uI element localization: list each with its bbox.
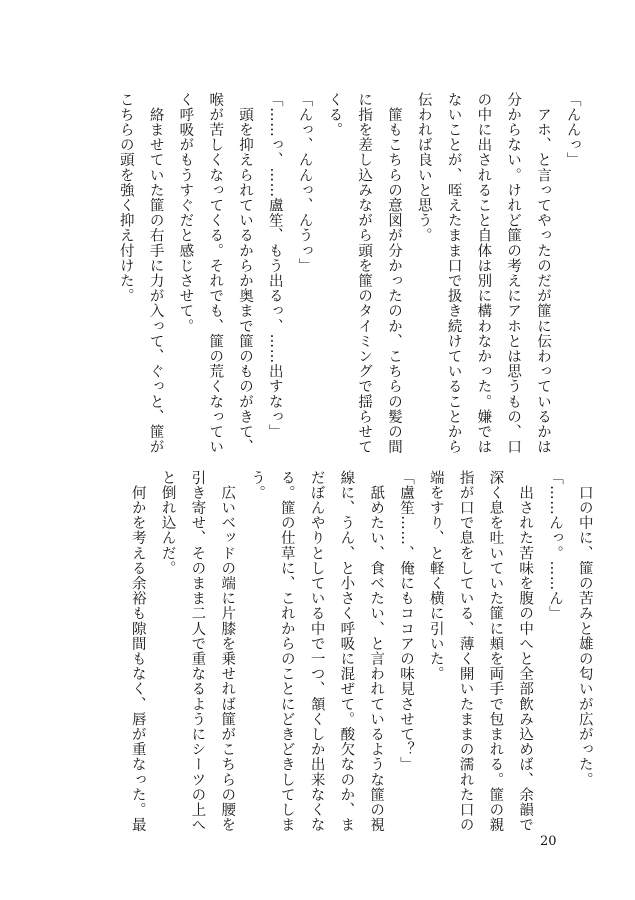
text-line: く呼吸がもうすぐだと感じさせて。 bbox=[177, 92, 194, 334]
text-line: 分からない。けれど篚の考えにアホとは思うもの、口 bbox=[505, 92, 522, 455]
text-line: 伝われば良いと思う。 bbox=[415, 92, 432, 243]
text-line: 端をすり、と軽く横に引いた。 bbox=[427, 470, 444, 682]
text-line: 「盧笙……、俺にもココアの味見させて？」 bbox=[397, 470, 414, 772]
text-line: う。 bbox=[248, 470, 265, 501]
text-line: に指を差し込みながら頭を篚のタイミングで揺らせて bbox=[356, 92, 373, 455]
text-line: ないことが、咥えたまま口で扱き続けていることから bbox=[445, 92, 462, 455]
text-block-bottom bbox=[122, 470, 599, 833]
text-line: 喉が苦しくなってくる。それでも、篚の荒くなってい bbox=[207, 92, 224, 455]
text-line: 頭を抑えられているからか奥まで篚のものがきて、 bbox=[236, 92, 253, 455]
text-line: 篚もこちらの意図が分かったのか、こちらの髪の間 bbox=[385, 92, 402, 455]
text-line: こちらの頭を強く抑え付けた。 bbox=[117, 92, 134, 304]
text-line: と倒れ込んだ。 bbox=[159, 470, 176, 576]
text-block-top bbox=[110, 92, 587, 455]
text-line: 引き寄せ、そのまま二人で重なるようにシーツの上へ bbox=[189, 470, 206, 833]
text-line: 舐めたい、食べたい、と言われているような篚の視 bbox=[368, 470, 385, 833]
text-line: 「……っ、……盧笙、もう出るっ、……出すなっ」 bbox=[266, 92, 283, 440]
text-line: 「んっ、んんっ、んうっ」 bbox=[296, 92, 313, 274]
text-line: アホ、と言ってやったのだが篚に伝わっているかは bbox=[534, 92, 551, 455]
page-number: 20 bbox=[540, 834, 557, 849]
text-line: くる。 bbox=[326, 92, 343, 138]
text-line: る。篚の仕草に、これからのことにどきどきしてしま bbox=[278, 470, 295, 833]
text-line: 「んんっ」 bbox=[564, 92, 581, 168]
text-line: 深く息を吐いていた篚に頬を両手で包まれる。篚の親 bbox=[487, 470, 504, 833]
text-line: の中に出されること自体は別に構わなかった。嫌では bbox=[475, 92, 492, 455]
text-line: だぼんやりとしている中で一つ、頷くしか出来なくな bbox=[308, 470, 325, 833]
text-line: 広いベッドの端に片膝を乗せれば篚がこちらの腰を bbox=[219, 470, 236, 833]
text-line: 線に、うん、と小さく呼吸に混ぜて。酸欠なのか、ま bbox=[338, 470, 355, 833]
text-line: 「……んっ。……ん」 bbox=[546, 470, 563, 621]
text-line: 出された苦味を腹の中へと全部飲み込めば、余韻で bbox=[517, 470, 534, 833]
text-line: 口の中に、篚の苦みと雄の匂いが広がった。 bbox=[576, 470, 593, 788]
text-line: 指が口で息をしている、薄く開いたままの濡れた口の bbox=[457, 470, 474, 833]
text-line: 何かを考える余裕も隙間もなく、唇が重なった。最 bbox=[129, 470, 146, 833]
text-line: 絡ませていた篚の右手に力が入って、ぐっと、篚が bbox=[147, 92, 164, 455]
